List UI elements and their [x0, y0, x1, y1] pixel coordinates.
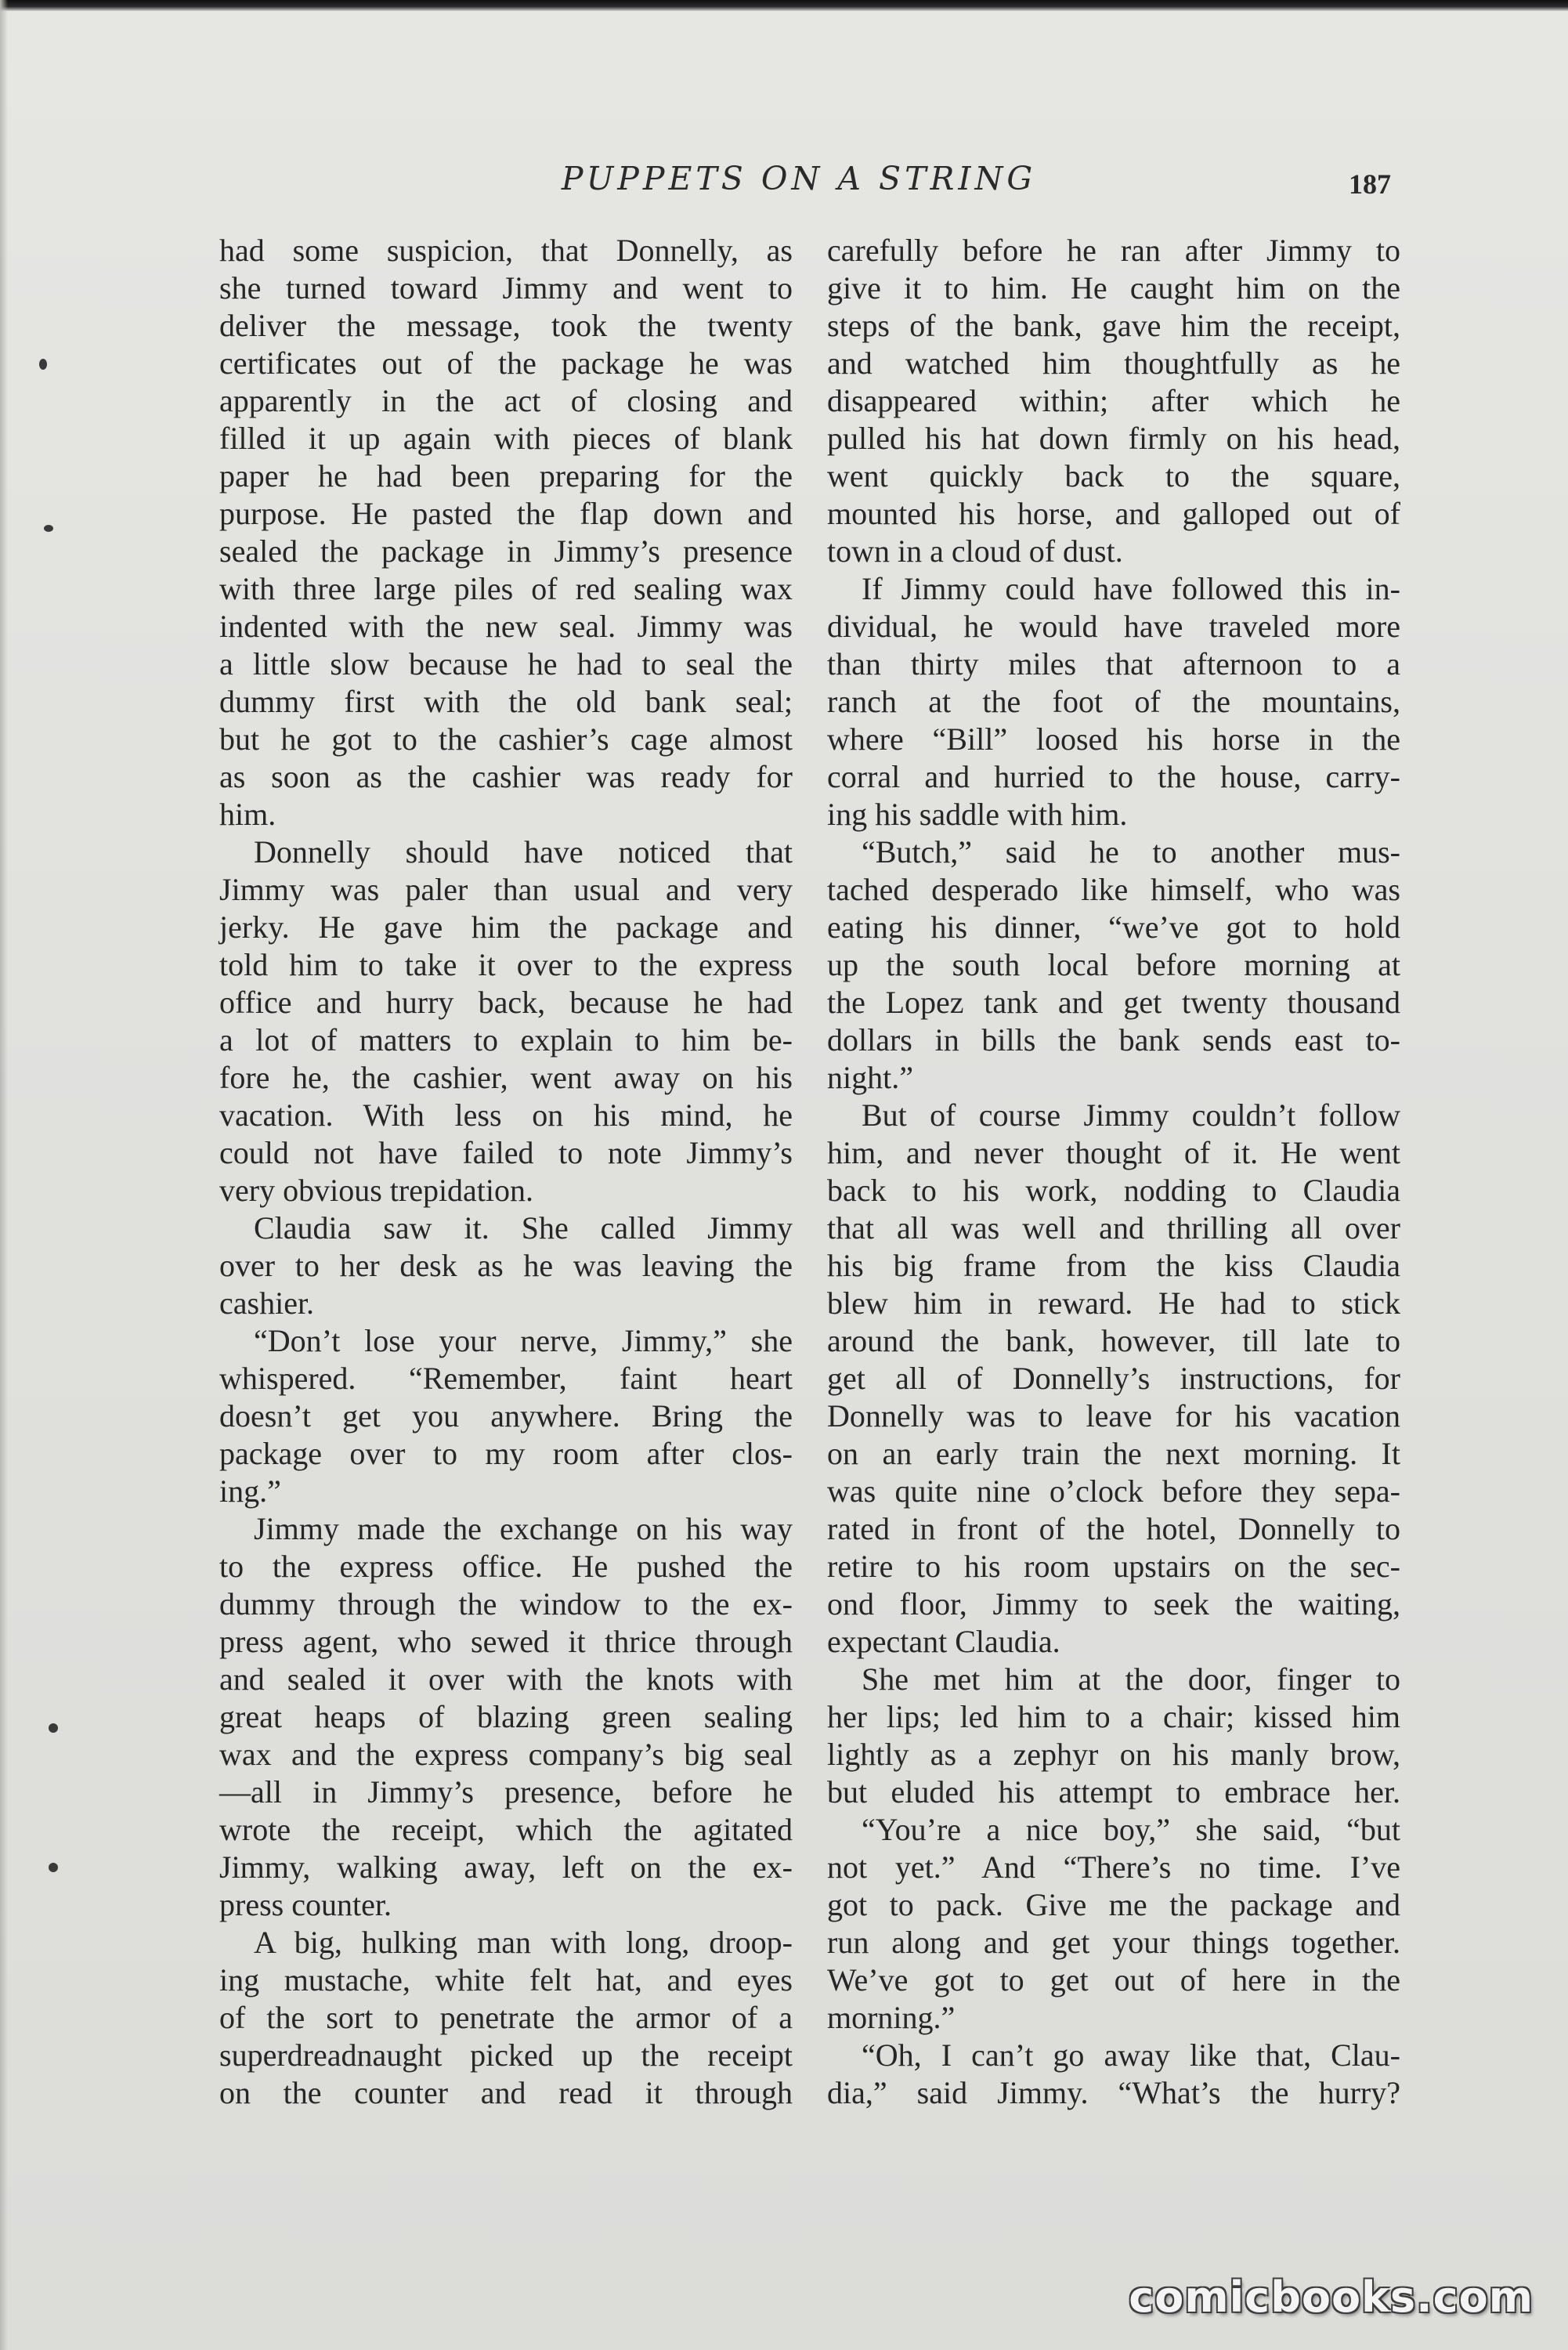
text-line: her lips; led him to a chair; kissed him — [827, 1699, 1400, 1734]
text-line: Jimmy, walking away, left on the ex- — [219, 1849, 793, 1885]
text-line: apparently in the act of closing and — [219, 383, 793, 418]
text-line: If Jimmy could have followed this in- — [862, 571, 1400, 606]
text-line: on an early train the next morning. It — [827, 1436, 1400, 1471]
text-line: “Don’t lose your nerve, Jimmy,” she — [254, 1323, 793, 1358]
page-left-shadow — [0, 0, 8, 2350]
text-line: A big, hulking man with long, droop- — [254, 1925, 793, 1960]
text-line: could not have failed to note Jimmy’s — [219, 1135, 793, 1170]
text-line: a little slow because he had to seal the — [219, 646, 793, 682]
page-number: 187 — [1349, 168, 1391, 200]
text-line: ranch at the foot of the mountains, — [827, 684, 1400, 719]
text-line: but eluded his attempt to embrace her. — [827, 1774, 1400, 1810]
text-line: very obvious trepidation. — [219, 1173, 534, 1208]
text-line: paper he had been preparing for the — [219, 458, 793, 494]
text-line: ing his saddle with him. — [827, 797, 1128, 832]
binding-hole-1 — [39, 359, 47, 370]
text-line: give it to him. He caught him on the — [827, 270, 1400, 306]
text-line: mounted his horse, and galloped out of — [827, 496, 1400, 531]
text-line: where “Bill” loosed his horse in the — [827, 721, 1400, 757]
text-line: get all of Donnelly’s instructions, for — [827, 1361, 1400, 1396]
text-line: Jimmy made the exchange on his way — [254, 1511, 793, 1546]
text-line: carefully before he ran after Jimmy to — [827, 233, 1400, 268]
text-line: morning.” — [827, 2000, 956, 2035]
text-line: deliver the message, took the twenty — [219, 308, 793, 343]
text-line: him. — [219, 797, 276, 832]
binding-hole-4 — [49, 1863, 58, 1872]
text-line: dummy through the window to the ex- — [219, 1586, 793, 1622]
text-line: dollars in bills the bank sends east to- — [827, 1022, 1400, 1058]
text-line: went quickly back to the square, — [827, 458, 1400, 494]
text-line: Claudia saw it. She called Jimmy — [254, 1210, 793, 1246]
text-line: We’ve got to get out of here in the — [827, 1962, 1400, 1998]
text-line: certificates out of the package he was — [219, 345, 793, 381]
text-line: —all in Jimmy’s presence, before he — [219, 1774, 793, 1810]
text-line: “Butch,” said he to another mus- — [862, 834, 1400, 870]
text-line: ing mustache, white felt hat, and eyes — [219, 1962, 793, 1998]
text-line: She met him at the door, finger to — [862, 1661, 1400, 1697]
text-line: purpose. He pasted the flap down and — [219, 496, 793, 531]
text-line: and watched him thoughtfully as he — [827, 345, 1400, 381]
text-line: blew him in reward. He had to stick — [827, 1285, 1400, 1321]
text-line: wax and the express company’s big seal — [219, 1737, 793, 1772]
page-top-edge — [0, 0, 1568, 11]
text-line: around the bank, however, till late to — [827, 1323, 1400, 1358]
binding-hole-2 — [44, 525, 53, 532]
text-line: that all was well and thrilling all over — [827, 1210, 1400, 1246]
text-line: Donnelly was to leave for his vacation — [827, 1398, 1400, 1434]
text-line: to the express office. He pushed the — [219, 1549, 793, 1584]
text-line: town in a cloud of dust. — [827, 533, 1123, 569]
text-line: press counter. — [219, 1887, 392, 1922]
text-line: rated in front of the hotel, Donnelly to — [827, 1511, 1400, 1546]
binding-hole-3 — [49, 1723, 58, 1733]
text-line: office and hurry back, because he had — [219, 985, 793, 1020]
text-line: steps of the bank, gave him the receipt, — [827, 308, 1400, 343]
text-line: ond floor, Jimmy to seek the waiting, — [827, 1586, 1400, 1622]
text-line: had some suspicion, that Donnelly, as — [219, 233, 793, 268]
text-line: on the counter and read it through — [219, 2075, 793, 2110]
text-line: sealed the package in Jimmy’s presence — [219, 533, 793, 569]
text-column-right — [827, 232, 1400, 2112]
text-line: superdreadnaught picked up the receipt — [219, 2037, 793, 2073]
text-line: “You’re a nice boy,” she said, “but — [862, 1812, 1400, 1847]
text-line: got to pack. Give me the package and — [827, 1887, 1400, 1922]
text-line: wrote the receipt, which the agitated — [219, 1812, 793, 1847]
text-line: lightly as a zephyr on his manly brow, — [827, 1737, 1400, 1772]
text-line: and sealed it over with the knots with — [219, 1661, 793, 1697]
text-line: Donnelly should have noticed that — [254, 834, 793, 870]
watermark-logo: comicbooks.com — [1129, 2272, 1534, 2322]
text-line: eating his dinner, “we’ve got to hold — [827, 909, 1400, 945]
text-line: filled it up again with pieces of blank — [219, 421, 793, 456]
text-line: dia,” said Jimmy. “What’s the hurry? — [827, 2075, 1400, 2110]
text-line: the Lopez tank and get twenty thousand — [827, 985, 1400, 1020]
text-line: tached desperado like himself, who was — [827, 872, 1400, 907]
text-line: as soon as the cashier was ready for — [219, 759, 793, 794]
text-line: not yet.” And “There’s no time. I’ve — [827, 1849, 1400, 1885]
text-line: Jimmy was paler than usual and very — [219, 872, 793, 907]
text-line: cashier. — [219, 1285, 315, 1321]
text-line: over to her desk as he was leaving the — [219, 1248, 793, 1283]
text-line: pulled his hat down firmly on his head, — [827, 421, 1400, 456]
text-line: with three large piles of red sealing wax — [219, 571, 793, 606]
text-line: whispered. “Remember, faint heart — [219, 1361, 793, 1396]
text-line: run along and get your things together. — [827, 1925, 1400, 1960]
text-line: than thirty miles that afternoon to a — [827, 646, 1400, 682]
text-line: press agent, who sewed it thrice through — [219, 1624, 793, 1659]
text-line: But of course Jimmy couldn’t follow — [862, 1097, 1400, 1133]
text-line: package over to my room after clos- — [219, 1436, 793, 1471]
text-line: retire to his room upstairs on the sec- — [827, 1549, 1400, 1584]
text-line: expectant Claudia. — [827, 1624, 1060, 1659]
text-line: of the sort to penetrate the armor of a — [219, 2000, 793, 2035]
running-title: PUPPETS ON A STRING — [561, 160, 1037, 197]
text-column-left — [219, 232, 793, 2112]
text-line: a lot of matters to explain to him be- — [219, 1022, 793, 1058]
text-line: dummy first with the old bank seal; — [219, 684, 793, 719]
text-line: indented with the new seal. Jimmy was — [219, 609, 793, 644]
text-line: dividual, he would have traveled more — [827, 609, 1400, 644]
text-line: “Oh, I can’t go away like that, Clau- — [862, 2037, 1400, 2073]
text-line: him, and never thought of it. He went — [827, 1135, 1400, 1170]
text-line: great heaps of blazing green sealing — [219, 1699, 793, 1734]
text-line: vacation. With less on his mind, he — [219, 1097, 793, 1133]
text-line: she turned toward Jimmy and went to — [219, 270, 793, 306]
text-line: up the south local before morning at — [827, 947, 1400, 982]
text-line: back to his work, nodding to Claudia — [827, 1173, 1400, 1208]
text-line: fore he, the cashier, went away on his — [219, 1060, 793, 1095]
text-line: was quite nine o’clock before they sepa- — [827, 1473, 1400, 1509]
text-line: jerky. He gave him the package and — [219, 909, 793, 945]
text-line: told him to take it over to the express — [219, 947, 793, 982]
text-line: but he got to the cashier’s cage almost — [219, 721, 793, 757]
text-line: doesn’t get you anywhere. Bring the — [219, 1398, 793, 1434]
text-line: ing.” — [219, 1473, 281, 1509]
text-line: his big frame from the kiss Claudia — [827, 1248, 1400, 1283]
text-line: corral and hurried to the house, carry- — [827, 759, 1400, 794]
text-line: night.” — [827, 1060, 913, 1095]
text-line: disappeared within; after which he — [827, 383, 1400, 418]
